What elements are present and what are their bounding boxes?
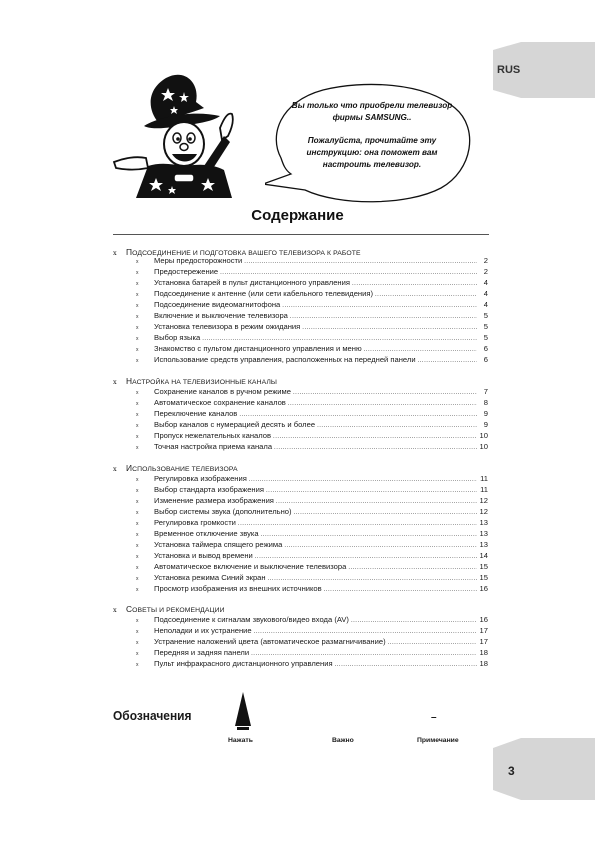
page-title: Содержание	[251, 207, 344, 224]
section-heading: x НАСТРОЙКА НА ТЕЛЕВИЗИОННЫЕ КАНАЛЫ	[113, 376, 278, 386]
bubble-line-2: Пожалуйста, прочитайте эту инструкцию: она поможет вам настроить телевизор.	[306, 136, 438, 169]
bubble-line-1: Вы только что приобрели телевизор фирмы SAMSUNG..	[291, 101, 453, 122]
legend-title: Обозначения	[113, 708, 192, 723]
note-icon: –	[431, 712, 437, 723]
toc-entry[interactable]: x Временное отключение звука ..... 13	[136, 529, 488, 540]
section-heading: x СОВЕТЫ И РЕКОМЕНДАЦИИ	[113, 604, 225, 614]
toc-entry[interactable]: x Выбор стандарта изображения ..... 11	[136, 485, 488, 496]
legend-press-label: Нажать	[228, 737, 253, 744]
toc-entry[interactable]: x Знакомство с пультом дистанционного управления и меню ..... 6	[136, 344, 488, 355]
language-label: RUS	[497, 64, 521, 76]
toc-entry[interactable]: x Пульт инфракрасного дистанционного управления ..... 18	[136, 659, 488, 670]
page-number: 3	[508, 764, 515, 778]
toc-entry[interactable]: x Подсоединение к сигналам звукового/видео входа (AV) ..... 16	[136, 615, 488, 626]
toc-entry[interactable]: x Передняя и задняя панели ..... 18	[136, 648, 488, 659]
toc-entry[interactable]: x Подсоединение видеомагнитофона ..... 4	[136, 300, 488, 311]
toc-entry[interactable]: x Изменение размера изображения ..... 12	[136, 496, 488, 507]
legend-important-label: Важно	[332, 737, 354, 744]
toc-entry[interactable]: x Меры предосторожности ..... 2	[136, 256, 488, 267]
toc-entry[interactable]: x Неполадки и их устранение ..... 17	[136, 626, 488, 637]
toc-entry[interactable]: x Регулировка громкости ..... 13	[136, 518, 488, 529]
section-heading: x ПОДСОЕДИНЕНИЕ И ПОДГОТОВКА ВАШЕГО ТЕЛЕВИЗОРА К РАБОТЕ	[113, 247, 361, 257]
toc-entry[interactable]: x Установка режима Синий экран ..... 15	[136, 573, 488, 584]
toc-entry[interactable]: x Выбор системы звука (дополнительно) ..... 12	[136, 507, 488, 518]
toc-entry[interactable]: x Автоматическое включение и выключение телевизора ..... 15	[136, 562, 488, 573]
toc-entry[interactable]: x Автоматическое сохранение каналов ..... 8	[136, 398, 488, 409]
toc-entry[interactable]: x Выбор каналов с нумерацией десять и более ..... 9	[136, 420, 488, 431]
section-heading: x ИСПОЛЬЗОВАНИЕ ТЕЛЕВИЗОРА	[113, 463, 238, 473]
legend-note-label: Примечание	[417, 737, 459, 744]
toc-entry[interactable]: x Установка таймера спящего режима ..... 13	[136, 540, 488, 551]
toc-entry[interactable]: x Переключение каналов ..... 9	[136, 409, 488, 420]
wizard-illustration	[108, 70, 268, 200]
toc-entry[interactable]: x Выбор языка ..... 5	[136, 333, 488, 344]
toc-entry[interactable]: x Предостережение ..... 2	[136, 267, 488, 278]
toc-entry[interactable]: x Включение и выключение телевизора ..... 5	[136, 311, 488, 322]
toc-entry[interactable]: x Устранение наложений цвета (автоматическое размагничивание) ..... 17	[136, 637, 488, 648]
toc-entry[interactable]: x Установка телевизора в режим ожидания ..... 5	[136, 322, 488, 333]
speech-bubble	[265, 80, 477, 208]
toc-entry[interactable]: x Точная настройка приема канала ..... 10	[136, 442, 488, 453]
language-tab	[493, 42, 595, 98]
press-icon	[234, 692, 252, 732]
page-number-tab	[493, 738, 595, 800]
toc-entry[interactable]: x Использование средств управления, расположенных на передней панели ..... 6	[136, 355, 488, 366]
toc-entry[interactable]: x Регулировка изображения ..... 11	[136, 474, 488, 485]
toc-entry[interactable]: x Подсоединение к антенне (или сети кабельного телевидения) ..... 4	[136, 289, 488, 300]
toc-entry[interactable]: x Установка батарей в пульт дистанционного управления ..... 4	[136, 278, 488, 289]
toc-entry[interactable]: x Пропуск нежелательных каналов ..... 10	[136, 431, 488, 442]
toc-entry[interactable]: x Сохранение каналов в ручном режиме ..... 7	[136, 387, 488, 398]
toc-entry[interactable]: x Просмотр изображения из внешних источников ..... 16	[136, 584, 488, 595]
title-divider	[113, 234, 489, 235]
toc-entry[interactable]: x Установка и вывод времени ..... 14	[136, 551, 488, 562]
